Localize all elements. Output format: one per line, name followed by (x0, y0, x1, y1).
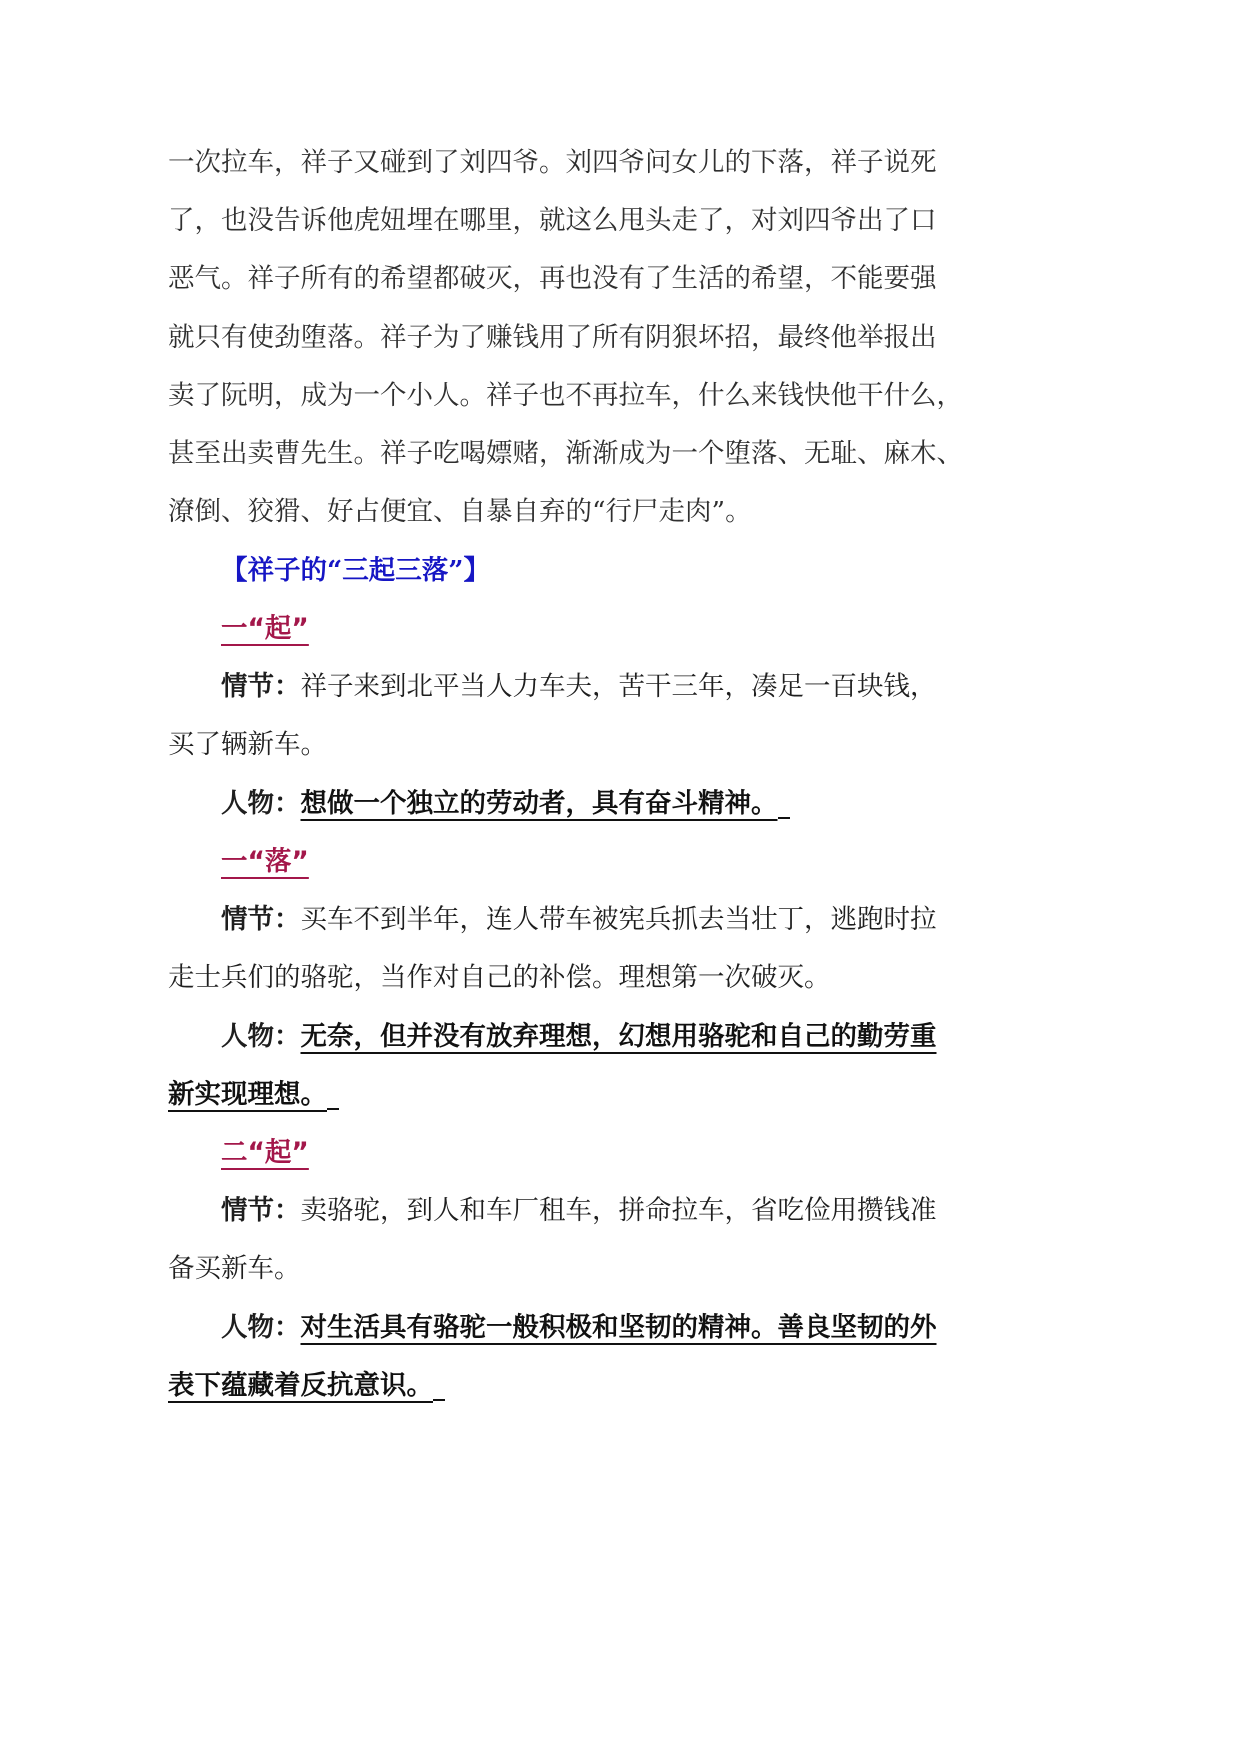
character-line (168, 1299, 1008, 1357)
plot-line (168, 891, 1008, 949)
plot-text: 走士兵们的骆驼，当作对自己的补偿。理想第一次破灭。 (168, 962, 831, 994)
underline-tail (778, 815, 790, 819)
character-text: 无奈，但并没有放弃理想，幻想用骆驼和自己的勤劳重 (300, 1020, 937, 1052)
character-line (168, 1066, 1008, 1124)
character-text: 新实现理想。 (168, 1078, 327, 1110)
section-second-rise (168, 1124, 1008, 1415)
plot-line (168, 716, 1008, 774)
plot-text: 买车不到半年，连人带车被宪兵抓去当壮丁，逃跑时拉 (300, 904, 937, 936)
plot-text: 祥子来到北平当人力车夫，苦干三年，凑足一百块钱， (300, 671, 937, 703)
plot-label: 情节： (221, 671, 301, 703)
character-label: 人物： (221, 1311, 301, 1343)
paragraph-line: 恶气。祥子所有的希望都破灭，再也没有了生活的希望，不能要强 (168, 263, 937, 295)
plot-text: 买了辆新车。 (168, 729, 327, 761)
plot-text: 备买新车。 (168, 1253, 301, 1285)
paragraph-line: 甚至出卖曹先生。祥子吃喝嫖赌，渐渐成为一个堕落、无耻、麻木、 (168, 438, 963, 470)
plot-line (168, 658, 1008, 716)
section-first-fall (168, 833, 1008, 1124)
story-paragraph (168, 134, 1008, 542)
plot-text: 卖骆驼，到人和车厂租车，拼命拉车，省吃俭用攒钱准 (300, 1195, 937, 1227)
character-label: 人物： (221, 1020, 301, 1052)
paragraph-line: 一次拉车，祥子又碰到了刘四爷。刘四爷问女儿的下落，祥子说死 (168, 147, 937, 178)
paragraph-line: 潦倒、狡猾、好占便宜、自暴自弃的“行尸走肉”。 (168, 496, 752, 528)
document-page (168, 134, 1008, 1415)
character-text: 对生活具有骆驼一般积极和坚韧的精神。善良坚韧的外 (300, 1311, 937, 1343)
character-line (168, 775, 1008, 833)
section-heading: 二“起” (221, 1136, 309, 1168)
character-line (168, 1008, 1008, 1066)
section-heading: 一“落” (221, 845, 309, 877)
section-heading: 一“起” (221, 612, 309, 644)
underline-tail (433, 1397, 445, 1401)
character-label: 人物： (221, 787, 301, 819)
underline-tail (327, 1106, 339, 1110)
paragraph-line: 了，也没告诉他虎妞埋在哪里，就这么甩头走了，对刘四爷出了口 (168, 205, 937, 237)
character-text: 表下蕴藏着反抗意识。 (168, 1369, 433, 1401)
paragraph-line: 卖了阮明，成为一个小人。祥子也不再拉车，什么来钱快他干什么， (168, 379, 963, 411)
plot-label: 情节： (221, 904, 301, 936)
section-heading-row (168, 1124, 1008, 1182)
section-heading-row (168, 600, 1008, 658)
character-text: 想做一个独立的劳动者，具有奋斗精神。 (300, 787, 778, 819)
section-heading-row (168, 833, 1008, 891)
plot-line (168, 1182, 1008, 1240)
section-title: 【祥子的“三起三落”】 (221, 554, 490, 586)
section-first-rise (168, 600, 1008, 833)
plot-line (168, 1240, 1008, 1298)
plot-label: 情节： (221, 1195, 301, 1227)
paragraph-line: 就只有使劲堕落。祥子为了赚钱用了所有阴狠坏招，最终他举报出 (168, 321, 937, 353)
plot-line (168, 949, 1008, 1007)
character-line (168, 1357, 1008, 1415)
